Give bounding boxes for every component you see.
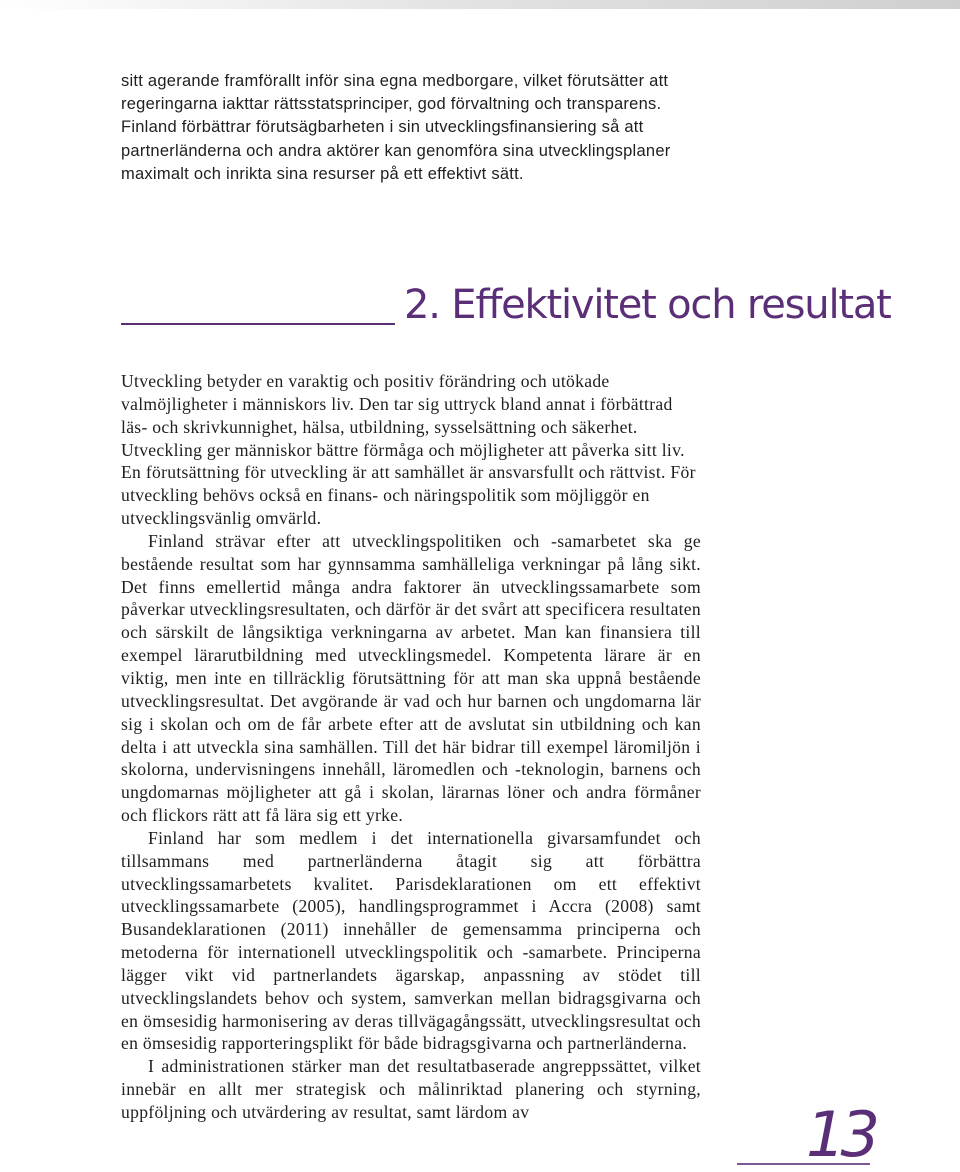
top-edge-shadow [0, 0, 960, 9]
section-body [121, 370, 701, 1124]
heading-rule [121, 323, 395, 325]
body-paragraph: Finland har som medlem i det internationella givarsamfundet och tillsammans med partnerländerna åtagit sig att förbättra utvecklingssamarbetets kvalitet. Parisdeklarationen om ett effektivt utvecklingssamarbete (2005), handlingsprogrammet i Accra (2008) samt Busandeklarationen (2011) innehåller de gemensamma principerna och metoderna för internationell utvecklingspolitik och -samarbete. Principerna lägger vikt vid partnerlandets ägarskap, anpassning av stödet till utvecklingslandets behov och system, samverkan mellan bidragsgivarna och en ömsesidig harmonisering av deras tillvägagångssätt, utvecklingsresultat och en ömsesidig rapporteringsplikt för både bidragsgivarna och partnerländerna. [121, 827, 701, 1054]
section-heading: 2. Effektivitet och resultat [404, 282, 891, 328]
body-paragraph: Utveckling betyder en varaktig och positiv förändring och utökade valmöjligheter i människors liv. Den tar sig uttryck bland annat i förbättrad läs- och skrivkunnighet, hälsa, utbildning, sysselsättning och säkerhet. Utveckling ger människor bättre förmåga och möjligheter att påverka sitt liv. En förutsättning för utveckling är att samhället är ansvarsfullt och rättvist. För utveckling behövs också en finans- och näringspolitik som möjliggör en utvecklingsvänlig omvärld. [121, 371, 696, 529]
intro-paragraph: sitt agerande framförallt inför sina egna medborgare, vilket förutsätter att regeringarna iakttar rättsstatsprinciper, god förvaltning och transparens. Finland förbättrar förutsägbarheten i sin utvecklingsfinansiering så att partnerländerna och andra aktörer kan genomföra sina utvecklingsplaner maximalt och inrikta sina resurser på ett effektivt sätt. [121, 72, 671, 183]
page-number: 13 [806, 1098, 875, 1171]
body-paragraph: I administrationen stärker man det resultatbaserade angreppssättet, vilket innebär en allt mer strategisk och målinriktad planering och styrning, uppföljning och utvärdering av resultat, samt lärdom av [121, 1056, 701, 1122]
body-paragraph: Finland strävar efter att utvecklingspolitiken och -samarbetet ska ge bestående resultat som har gynnsamma samhälleliga verkningar på lång sikt. Det finns emellertid många andra faktorer än utvecklingssamarbete som påverkar utvecklingsresultaten, och därför är det svårt att specificera resultaten och särskilt de långsiktiga verkningarna av arbetet. Man kan finansiera till exempel lärarutbildning med utvecklingsmedel. Kompetenta lärare är en viktig, men inte en tillräcklig förutsättning för att man ska uppnå bestående utvecklingsresultat. Det avgörande är vad och hur barnen och ungdomarna lär sig i skolan och om de får arbete efter att de avslutat sin utbildning och kan delta i att utveckla sina samhällen. Till det här bidrar till exempel läromiljön i skolorna, undervisningens innehåll, läromedlen och -teknologin, barnens och ungdomarnas möjligheter att gå i skolan, lärarnas löner och andra förmåner och flickors rätt att få lära sig ett yrke. [121, 530, 701, 826]
